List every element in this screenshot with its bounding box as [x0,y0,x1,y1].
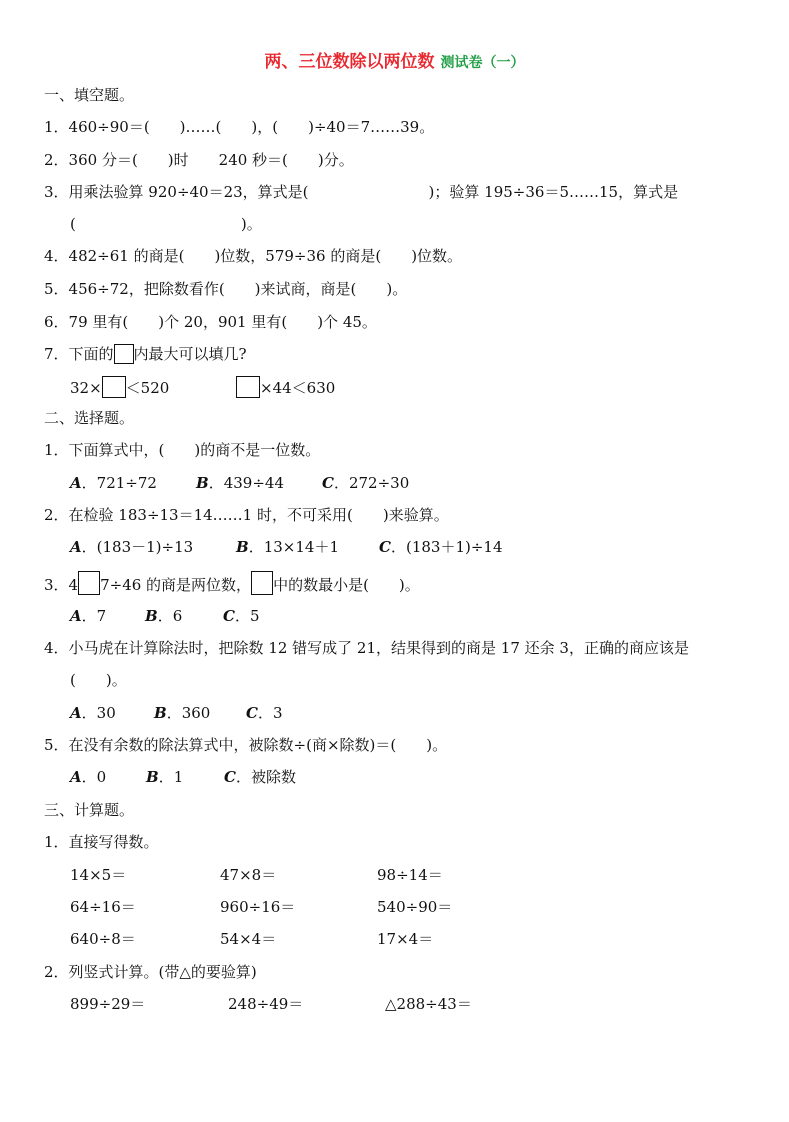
s1-q7-expr2 [236,376,335,398]
s1-q7 [44,344,247,364]
calc-item: 540÷90＝ [377,898,453,916]
calc-item: 960÷16＝ [220,898,296,916]
vertical-calc-item: 248÷49＝ [228,995,304,1013]
s1-q2: 2．360 分＝( )时 240 秒＝( )分。 [44,151,354,169]
s2-q2-options [70,537,503,557]
calc-item: 640÷8＝ [70,930,136,948]
s3-q1: 1．直接写得数。 [44,833,159,851]
option-c: C．(183＋1)÷14 [379,538,503,556]
option-b: B．360 [154,704,211,722]
option-c: C．272÷30 [322,474,410,492]
title-main: 两、三位数除以两位数 [264,52,435,72]
s2-q4-line2: ( )。 [70,671,127,689]
option-a: A．0 [70,768,107,786]
option-a: A．(183－1)÷13 [70,538,194,556]
s2-q3-post: 中的数最小是( )。 [273,576,420,594]
page-title [0,47,789,72]
option-a: A．30 [70,704,116,722]
s2-q1: 1．下面算式中，( )的商不是一位数。 [44,441,321,459]
s2-q2: 2．在检验 183÷13＝14……1 时，不可采用( )来验算。 [44,506,449,524]
s3-q2: 2．列竖式计算。(带△的要验算) [44,963,257,981]
expr1-post: ＜520 [125,379,170,397]
s1-q5: 5．456÷72，把除数看作( )来试商，商是( )。 [44,280,408,298]
calc-item: 64÷16＝ [70,898,136,916]
section3-heading: 三、计算题。 [44,801,135,819]
s1-q4: 4．482÷61 的商是( )位数，579÷36 的商是( )位数。 [44,247,463,265]
calc-item: 54×4＝ [220,930,277,948]
calc-item: 14×5＝ [70,866,127,884]
vertical-calc-item: △288÷43＝ [385,995,472,1013]
vertical-calc-item: 899÷29＝ [70,995,146,1013]
answer-box [236,376,260,398]
s1-q7-post: 内最大可以填几? [133,345,247,363]
answer-box [251,571,273,595]
calc-item: 47×8＝ [220,866,277,884]
s2-q3-pre: 3．4 [44,576,79,594]
option-c: C．3 [246,704,283,722]
option-a: A．7 [70,607,107,625]
section2-heading: 二、选择题。 [44,409,135,427]
option-b: B．439÷44 [196,474,284,492]
calc-item: 17×4＝ [377,930,434,948]
s1-q7-expr1 [70,376,169,398]
answer-box [114,344,134,364]
s1-q7-pre: 7．下面的 [44,345,114,363]
option-c: C．被除数 [224,768,296,786]
s2-q5: 5．在没有余数的除法算式中，被除数÷(商×除数)＝( )。 [44,736,448,754]
s2-q4-line1: 4．小马虎在计算除法时，把除数 12 错写成了 21，结果得到的商是 17 还余 3，正确的商应该是 [44,639,689,657]
expr1-pre: 32× [70,379,102,397]
calc-item: 98÷14＝ [377,866,443,884]
s1-q3-line1: 3．用乘法验算 920÷40＝23，算式是( )；验算 195÷36＝5……15，算式是 [44,183,679,201]
s2-q4-options [70,703,283,723]
s1-q6: 6．79 里有( )个 20，901 里有( )个 45。 [44,313,377,331]
expr2-post: ×44＜630 [260,379,336,397]
option-c: C．5 [223,607,260,625]
s2-q3-options [70,606,260,626]
option-b: B．1 [146,768,184,786]
title-sub: 测试卷（一） [440,55,525,71]
answer-box [78,571,100,595]
s2-q5-options [70,767,296,787]
s2-q3 [44,571,420,595]
section1-heading: 一、填空题。 [44,86,135,104]
option-b: B．6 [145,607,183,625]
s1-q3-line2: ( )。 [70,215,262,233]
answer-box [102,376,126,398]
option-a: A．721÷72 [70,474,157,492]
s2-q3-mid: 7÷46 的商是两位数， [100,576,252,594]
s2-q1-options [70,473,409,493]
s1-q1: 1．460÷90＝( )……( )，( )÷40＝7……39。 [44,118,435,136]
option-b: B．13×14＋1 [236,538,339,556]
